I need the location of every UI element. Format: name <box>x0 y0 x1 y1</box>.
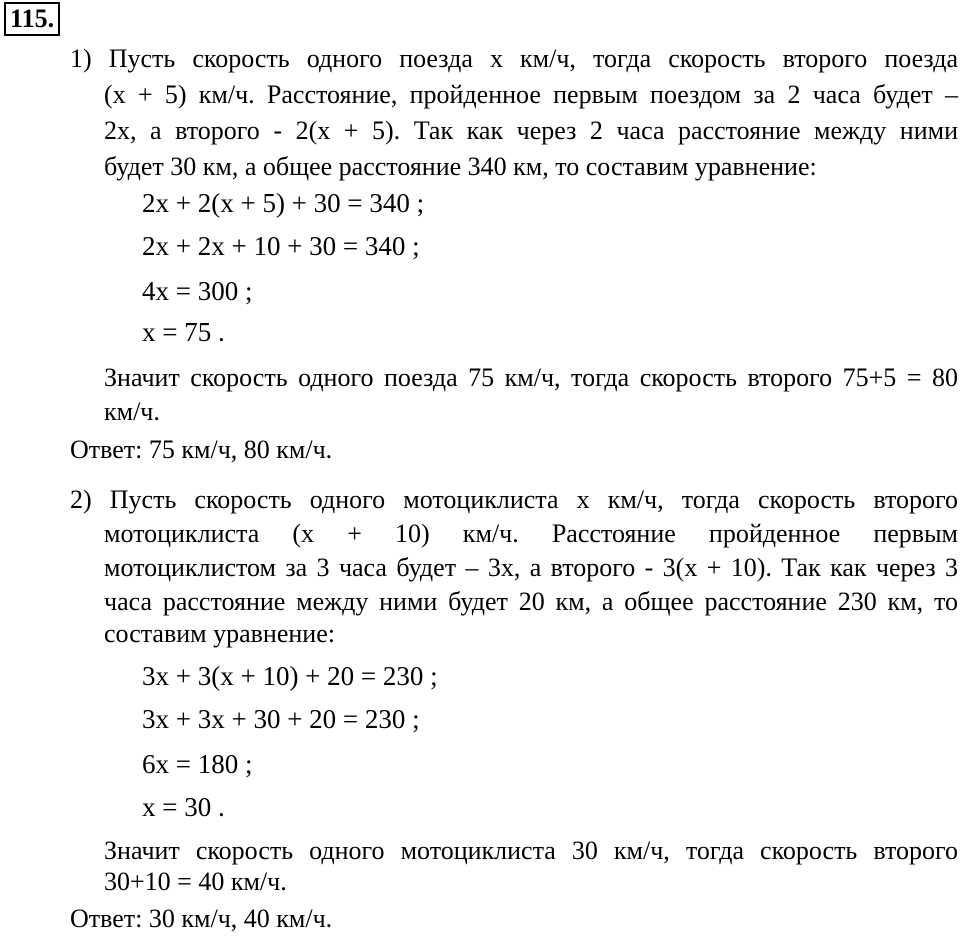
part2-equation-4: x = 30 . <box>142 792 225 822</box>
part2-line-4: часа расстояние между ними будет 20 км, а общее расстояние 230 км, то <box>104 587 958 616</box>
problem-number: 115. <box>4 2 60 36</box>
part1-conclusion-line-2: км/ч. <box>104 397 160 426</box>
part2-equation-3: 6x = 180 ; <box>142 749 253 779</box>
part2-line-2: мотоциклиста (x + 10) км/ч. Расстояние пройденное первым <box>104 519 958 548</box>
part2-line-5: составим уравнение: <box>104 619 335 648</box>
part2-equation-1: 3x + 3(x + 10) + 20 = 230 ; <box>142 661 438 691</box>
part2-conclusion-line-2: 30+10 = 40 км/ч. <box>104 867 287 896</box>
part1-line-1: 1) Пусть скорость одного поезда x км/ч, тогда скорость второго поезда <box>70 44 958 73</box>
part1-equation-2: 2x + 2x + 10 + 30 = 340 ; <box>142 231 420 261</box>
part2-line-3: мотоциклистом за 3 часа будет – 3x, а второго - 3(x + 10). Так как через 3 <box>104 553 958 582</box>
part1-equation-1: 2x + 2(x + 5) + 30 = 340 ; <box>142 188 425 218</box>
part1-line-4: будет 30 км, а общее расстояние 340 км, то составим уравнение: <box>104 152 817 181</box>
part1-equation-4: x = 75 . <box>142 317 225 347</box>
part2-equation-2: 3x + 3x + 30 + 20 = 230 ; <box>142 704 420 734</box>
part2-conclusion-line-1: Значит скорость одного мотоциклиста 30 км/ч, тогда скорость второго <box>104 836 958 865</box>
part1-equation-3: 4x = 300 ; <box>142 276 253 306</box>
part1-line-3: 2x, а второго - 2(x + 5). Так как через 2 часа расстояние между ними <box>104 116 958 145</box>
part1-conclusion-line-1: Значит скорость одного поезда 75 км/ч, тогда скорость второго 75+5 = 80 <box>104 363 958 392</box>
part2-line-1: 2) Пусть скорость одного мотоциклиста x км/ч, тогда скорость второго <box>70 485 958 514</box>
part1-line-2: (x + 5) км/ч. Расстояние, пройденное первым поездом за 2 часа будет – <box>104 80 958 109</box>
part1-answer: Ответ: 75 км/ч, 80 км/ч. <box>70 435 333 464</box>
part2-answer: Ответ: 30 км/ч, 40 км/ч. <box>70 904 333 933</box>
